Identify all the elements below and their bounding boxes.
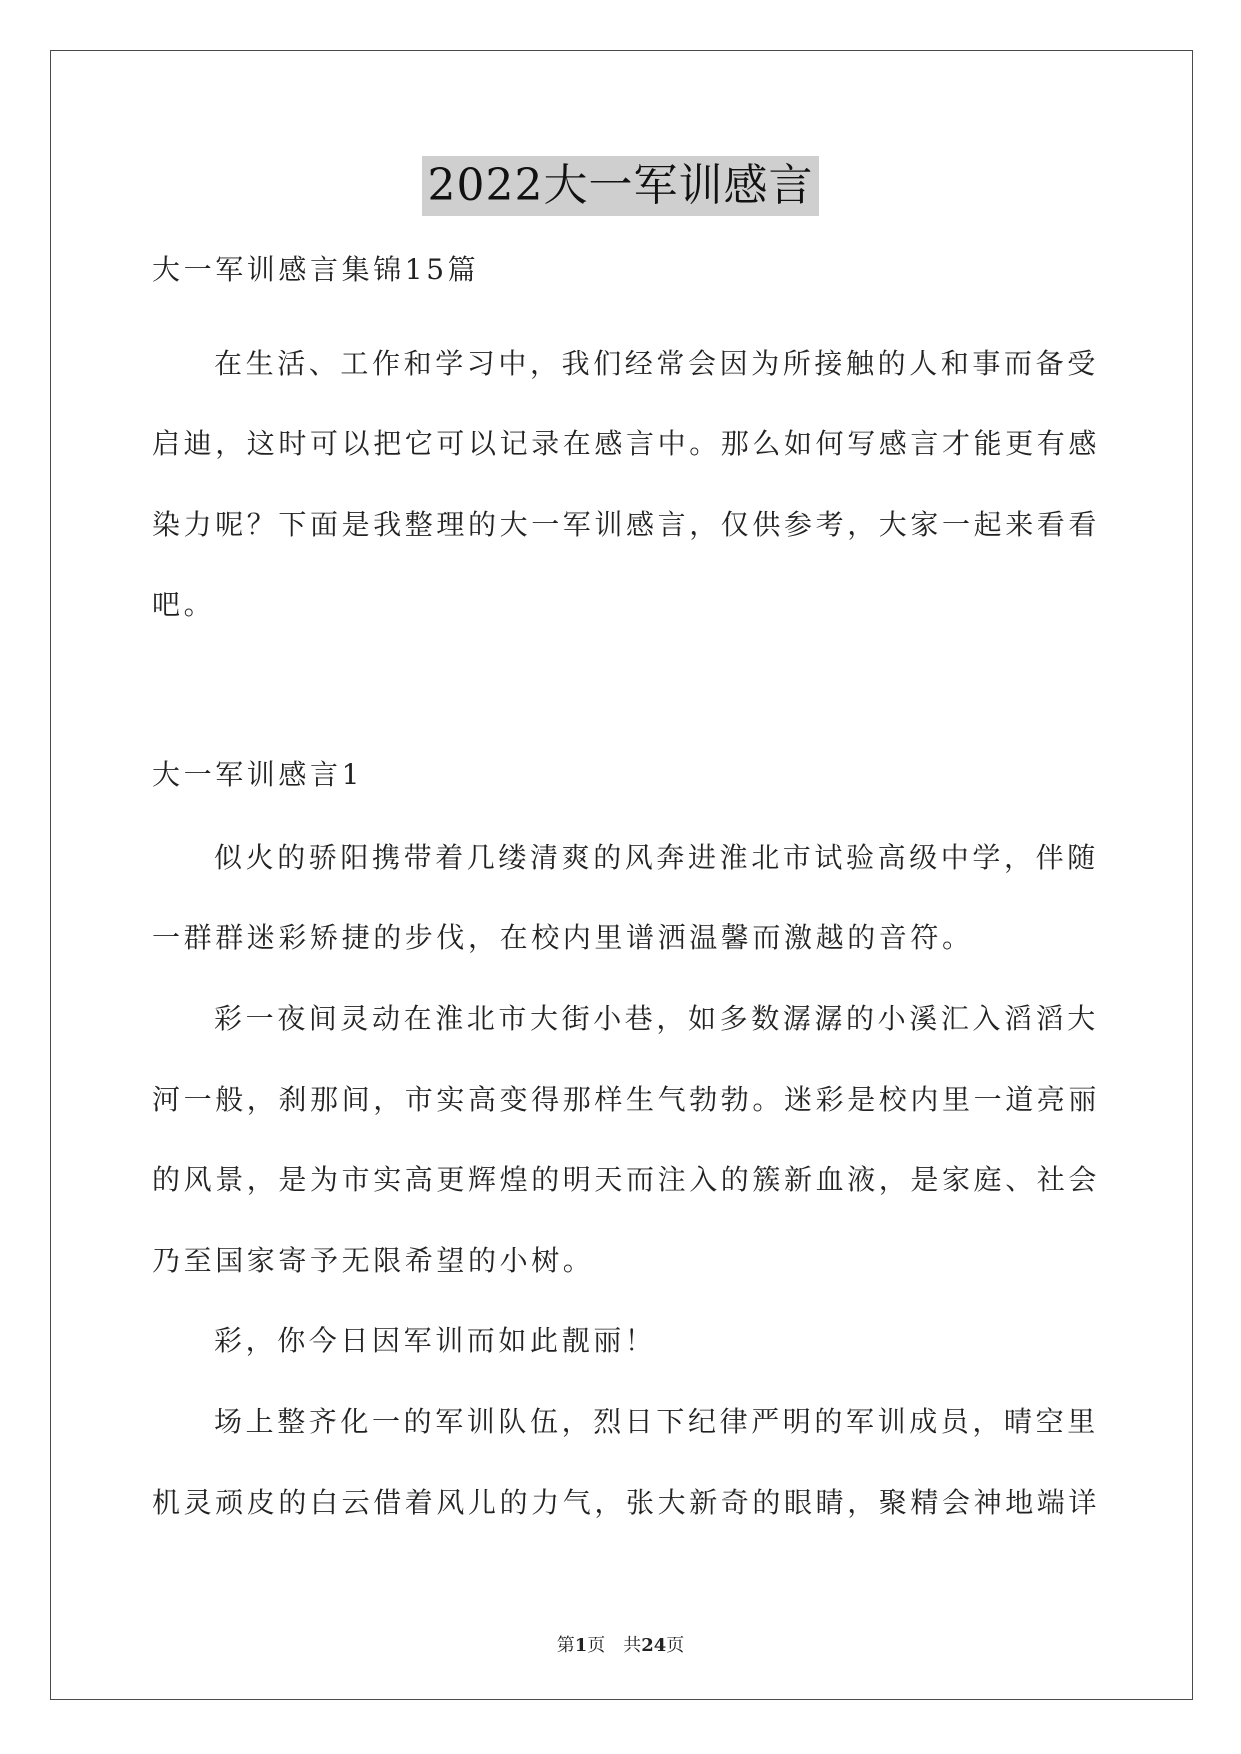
paragraph-line: 乃至国家寄予无限希望的小树。 [152, 1244, 595, 1277]
paragraph-line: 彩，你今日因军训而如此靓丽！ [214, 1324, 657, 1357]
paragraph-line: 似火的骄阳携带着几缕清爽的风奔进淮北市试验高级中学，伴随 [214, 841, 1099, 874]
document-title: 2022大一军训感言 [422, 156, 820, 216]
footer-total-pages: 24 [641, 1635, 667, 1656]
intro-line: 吧。 [152, 588, 216, 621]
paragraph-line: 场上整齐化一的军训队伍，烈日下纪律严明的军训成员，晴空里 [214, 1405, 1099, 1438]
title-container [0, 156, 1241, 216]
intro-line: 启迪，这时可以把它可以记录在感言中。那么如何写感言才能更有感 [152, 427, 1101, 460]
paragraph-line: 机灵顽皮的白云借着风儿的力气，张大新奇的眼睛，聚精会神地端详 [152, 1486, 1101, 1519]
footer-mid: 页 共 [587, 1635, 642, 1656]
subtitle: 大一军训感言集锦15篇 [152, 253, 480, 286]
section-heading: 大一军训感言1 [152, 758, 364, 791]
footer-page-number: 1 [574, 1635, 588, 1656]
paragraph-line: 一群群迷彩矫捷的步伐，在校内里谱洒温馨而激越的音符。 [152, 921, 974, 954]
footer-prefix: 第 [556, 1635, 575, 1656]
page-footer [0, 1634, 1241, 1658]
footer-suffix: 页 [666, 1635, 685, 1656]
paragraph-line: 彩一夜间灵动在淮北市大街小巷，如多数潺潺的小溪汇入滔滔大 [214, 1002, 1099, 1035]
paragraph-line: 的风景，是为市实高更辉煌的明天而注入的簇新血液，是家庭、社会 [152, 1163, 1101, 1196]
paragraph-line: 河一般，刹那间，市实高变得那样生气勃勃。迷彩是校内里一道亮丽 [152, 1083, 1101, 1116]
intro-line: 染力呢？下面是我整理的大一军训感言，仅供参考，大家一起来看看 [152, 508, 1101, 541]
intro-line: 在生活、工作和学习中，我们经常会因为所接触的人和事而备受 [214, 347, 1099, 380]
